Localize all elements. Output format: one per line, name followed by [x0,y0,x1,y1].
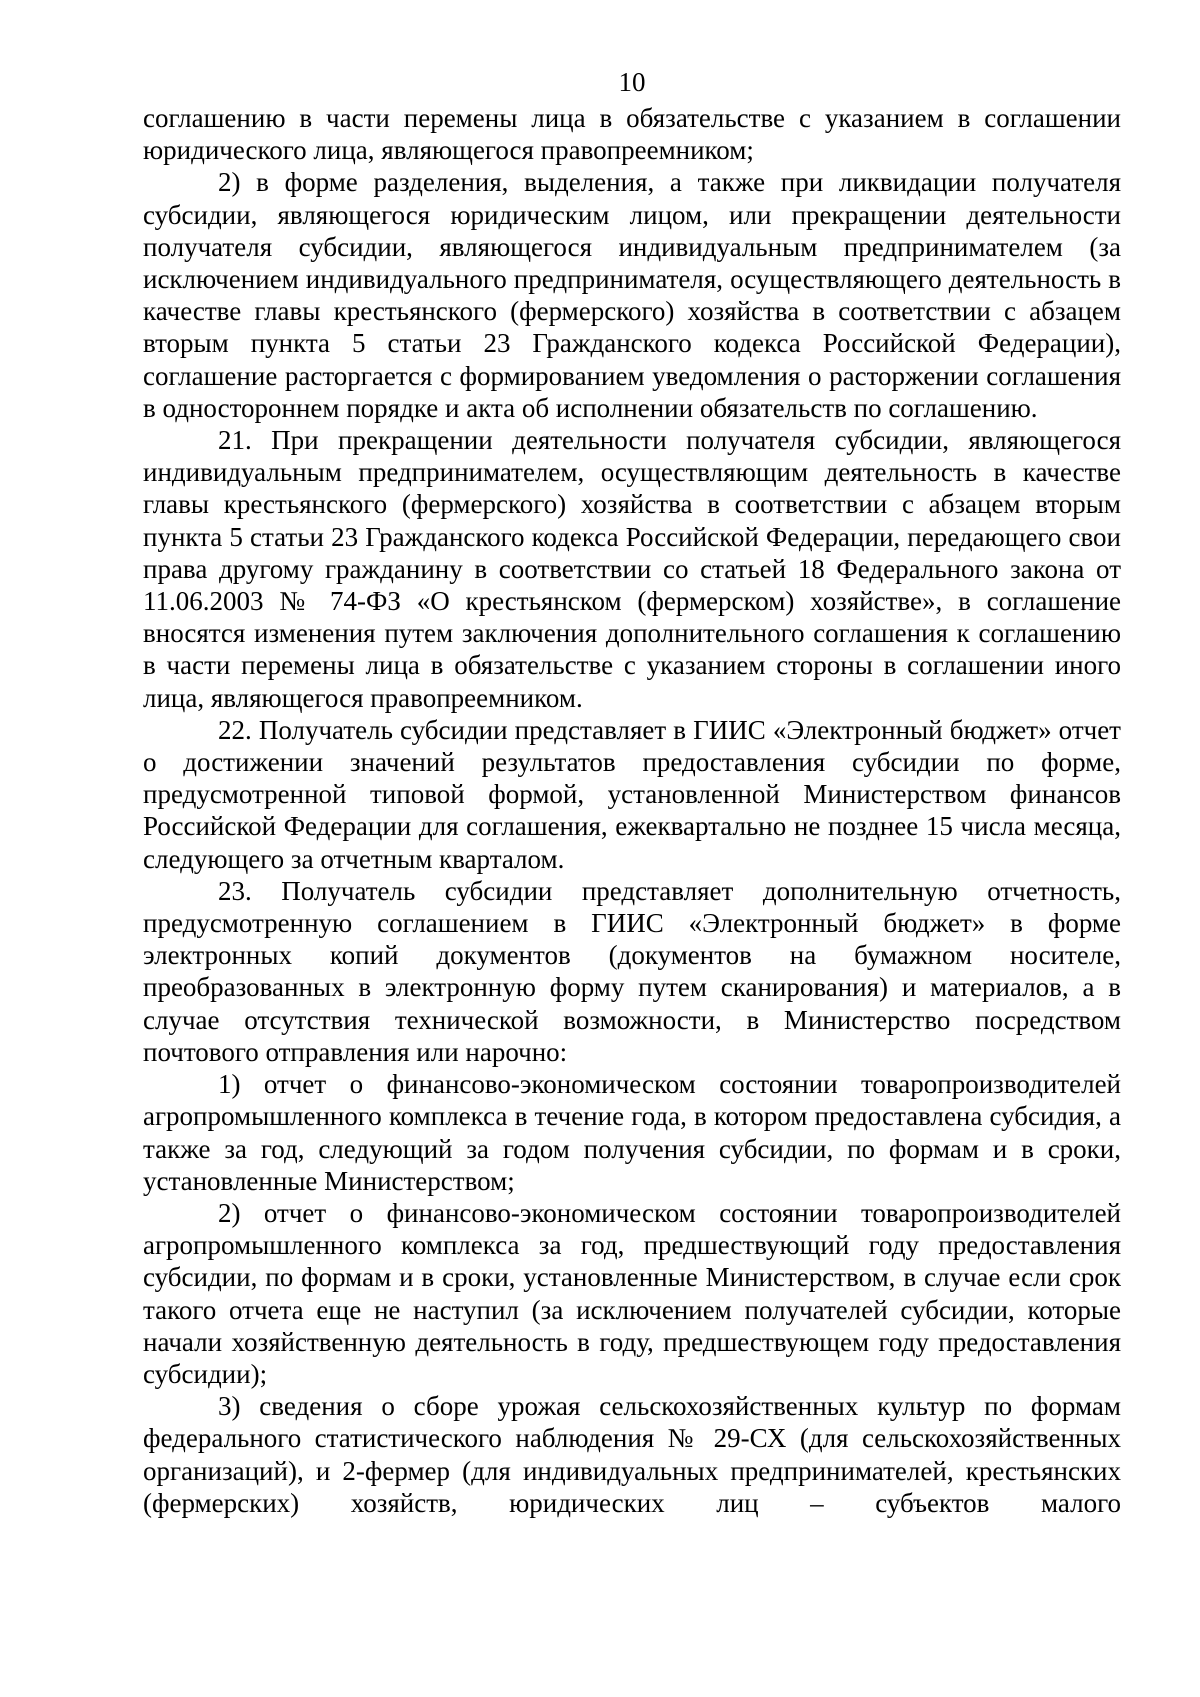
paragraph-clause-22: 22. Получатель субсидии представляет в ГИИС «Электронный бюджет» отчет о достижении значений результатов предоставления субсидии по форме, предусмотренной типовой формой, установленной Министерством финансов Российской Федерации для соглашения, ежеквартально не позднее 15 числа месяца, следующего за отчетным кварталом. [143,714,1121,874]
paragraph-continuation: соглашению в части перемены лица в обязательстве с указанием в соглашении юридического лица, являющегося правопреемником; [143,103,1121,166]
document-page [143,66,1121,1519]
paragraph-item-2-reorganization: 2) в форме разделения, выделения, а также при ликвидации получателя субсидии, являющегося юридическим лицом, или прекращении деятельности получателя субсидии, являющегося индивидуальным предпринимателем (за исключением индивидуального предпринимателя, осуществляющего деятельность в качестве главы крестьянского (фермерского) хозяйства в соответствии с абзацем вторым пункта 5 статьи 23 Гражданского кодекса Российской Федерации), соглашение расторгается с формированием уведомления о расторжении соглашения в одностороннем порядке и акта об исполнении обязательств по соглашению. [143,167,1121,423]
paragraph-clause-23: 23. Получатель субсидии представляет дополнительную отчетность, предусмотренную соглашением в ГИИС «Электронный бюджет» в форме электронных копий документов (документов на бумажном носителе, преобразованных в электронную форму путем сканирования) и материалов, а в случае отсутствия технической возможности, в Министерство посредством почтового отправления или нарочно: [143,875,1121,1067]
paragraph-item-2-report: 2) отчет о финансово-экономическом состоянии товаропроизводителей агропромышленного комплекса за год, предшествующий году предоставления субсидии, по формам и в сроки, установленные Министерством, в случае если срок такого отчета еще не наступил (за исключением получателей субсидии, которые начали хозяйственную деятельность в году, предшествующем году предоставления субсидии); [143,1197,1121,1389]
paragraph-item-1-report: 1) отчет о финансово-экономическом состоянии товаропроизводителей агропромышленного комплекса в течение года, в котором предоставлена субсидия, а также за год, следующий за годом получения субсидии, по формам и в сроки, установленные Министерством; [143,1069,1121,1196]
page-number: 10 [618,67,646,97]
paragraph-clause-21: 21. При прекращении деятельности получателя субсидии, являющегося индивидуальным предпринимателем, осуществляющим деятельность в качестве главы крестьянского (фермерского) хозяйства в соответствии с абзацем вторым пункта 5 статьи 23 Гражданского кодекса Российской Федерации, передающего свои права другому гражданину в соответствии со статьей 18 Федерального закона от 11.06.2003 № 74-ФЗ «О крестьянском (фермерском) хозяйстве», в соглашение вносятся изменения путем заключения дополнительного соглашения к соглашению в части перемены лица в обязательстве с указанием стороны в соглашении иного лица, являющегося правопреемником. [143,425,1121,713]
paragraph-item-3-harvest: 3) сведения о сборе урожая сельскохозяйственных культур по формам федерального статистического наблюдения № 29-СХ (для сельскохозяйственных организаций), и 2-фермер (для индивидуальных предпринимателей, крестьянских (фермерских) хозяйств, юридических лиц – субъектов малого [143,1391,1121,1518]
